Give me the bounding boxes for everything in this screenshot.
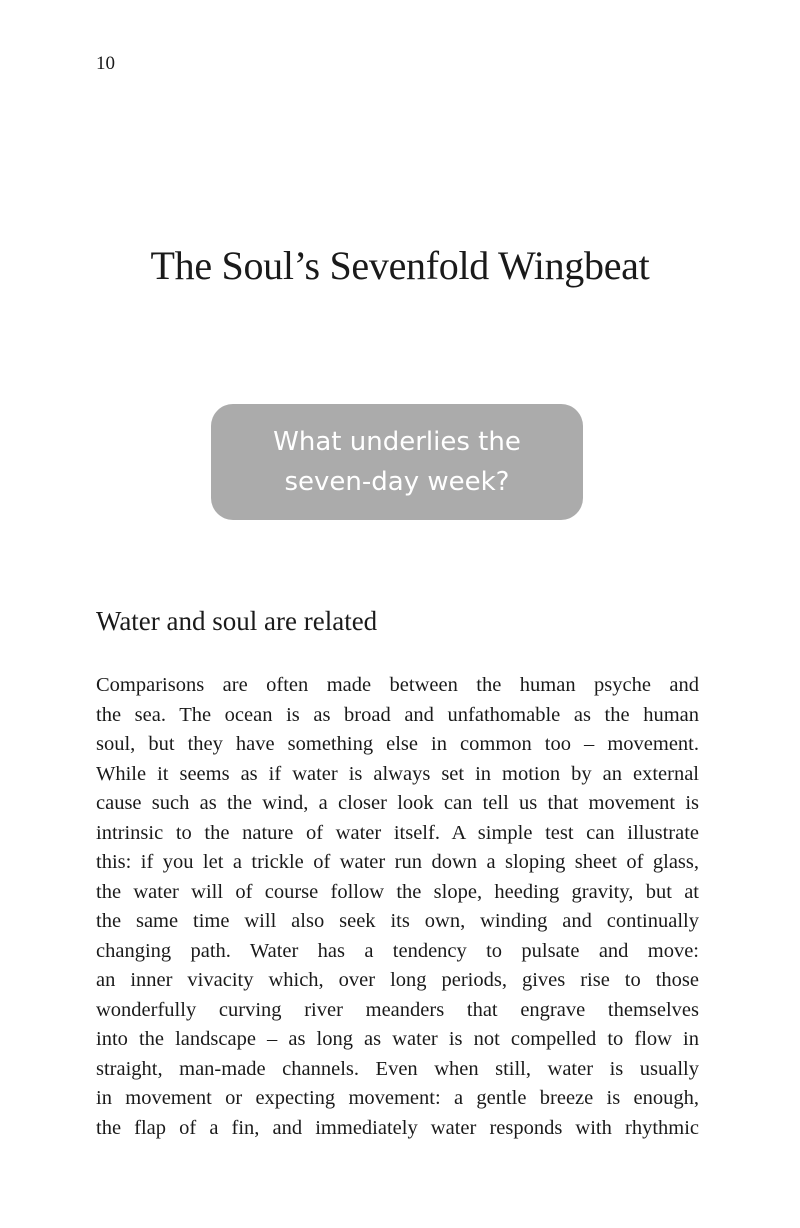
- body-line: wonderfully curving river meanders that engrave themselves: [96, 998, 699, 1021]
- body-line: the water will of course follow the slope, heeding gravity, but at: [96, 880, 699, 903]
- body-line: this: if you let a trickle of water run down a sloping sheet of glass,: [96, 851, 699, 873]
- body-line: changing path. Water has a tendency to pulsate and move:: [96, 939, 699, 962]
- body-line: soul, but they have something else in common too – movement.: [96, 733, 699, 755]
- body-line: intrinsic to the nature of water itself. A simple test can illustrate: [96, 821, 699, 844]
- body-line: the same time will also seek its own, winding and continually: [96, 910, 699, 932]
- page-number: 10: [96, 53, 115, 74]
- body-line: the flap of a fin, and immediately water responds with rhythmic: [96, 1116, 699, 1139]
- body-line: in movement or expecting movement: a gentle breeze is enough,: [96, 1087, 699, 1109]
- chapter-title: The Soul’s Sevenfold Wingbeat: [150, 243, 650, 288]
- callout-line: seven-day week?: [284, 467, 510, 497]
- body-line: an inner vivacity which, over long periods, gives rise to those: [96, 969, 699, 991]
- body-line: While it seems as if water is always set in motion by an external: [96, 762, 699, 785]
- callout-box: [211, 404, 583, 520]
- callout-line: What underlies the: [273, 427, 521, 457]
- body-line: the sea. The ocean is as broad and unfathomable as the human: [96, 703, 699, 726]
- section-heading: Water and soul are related: [96, 606, 378, 636]
- body-line: cause such as the wind, a closer look can tell us that movement is: [96, 792, 699, 814]
- body-line: into the landscape – as long as water is not compelled to flow in: [96, 1028, 699, 1050]
- body-line: straight, man-made channels. Even when still, water is usually: [96, 1057, 699, 1080]
- body-paragraph: [96, 671, 699, 1143]
- body-line: Comparisons are often made between the human psyche and: [96, 674, 699, 696]
